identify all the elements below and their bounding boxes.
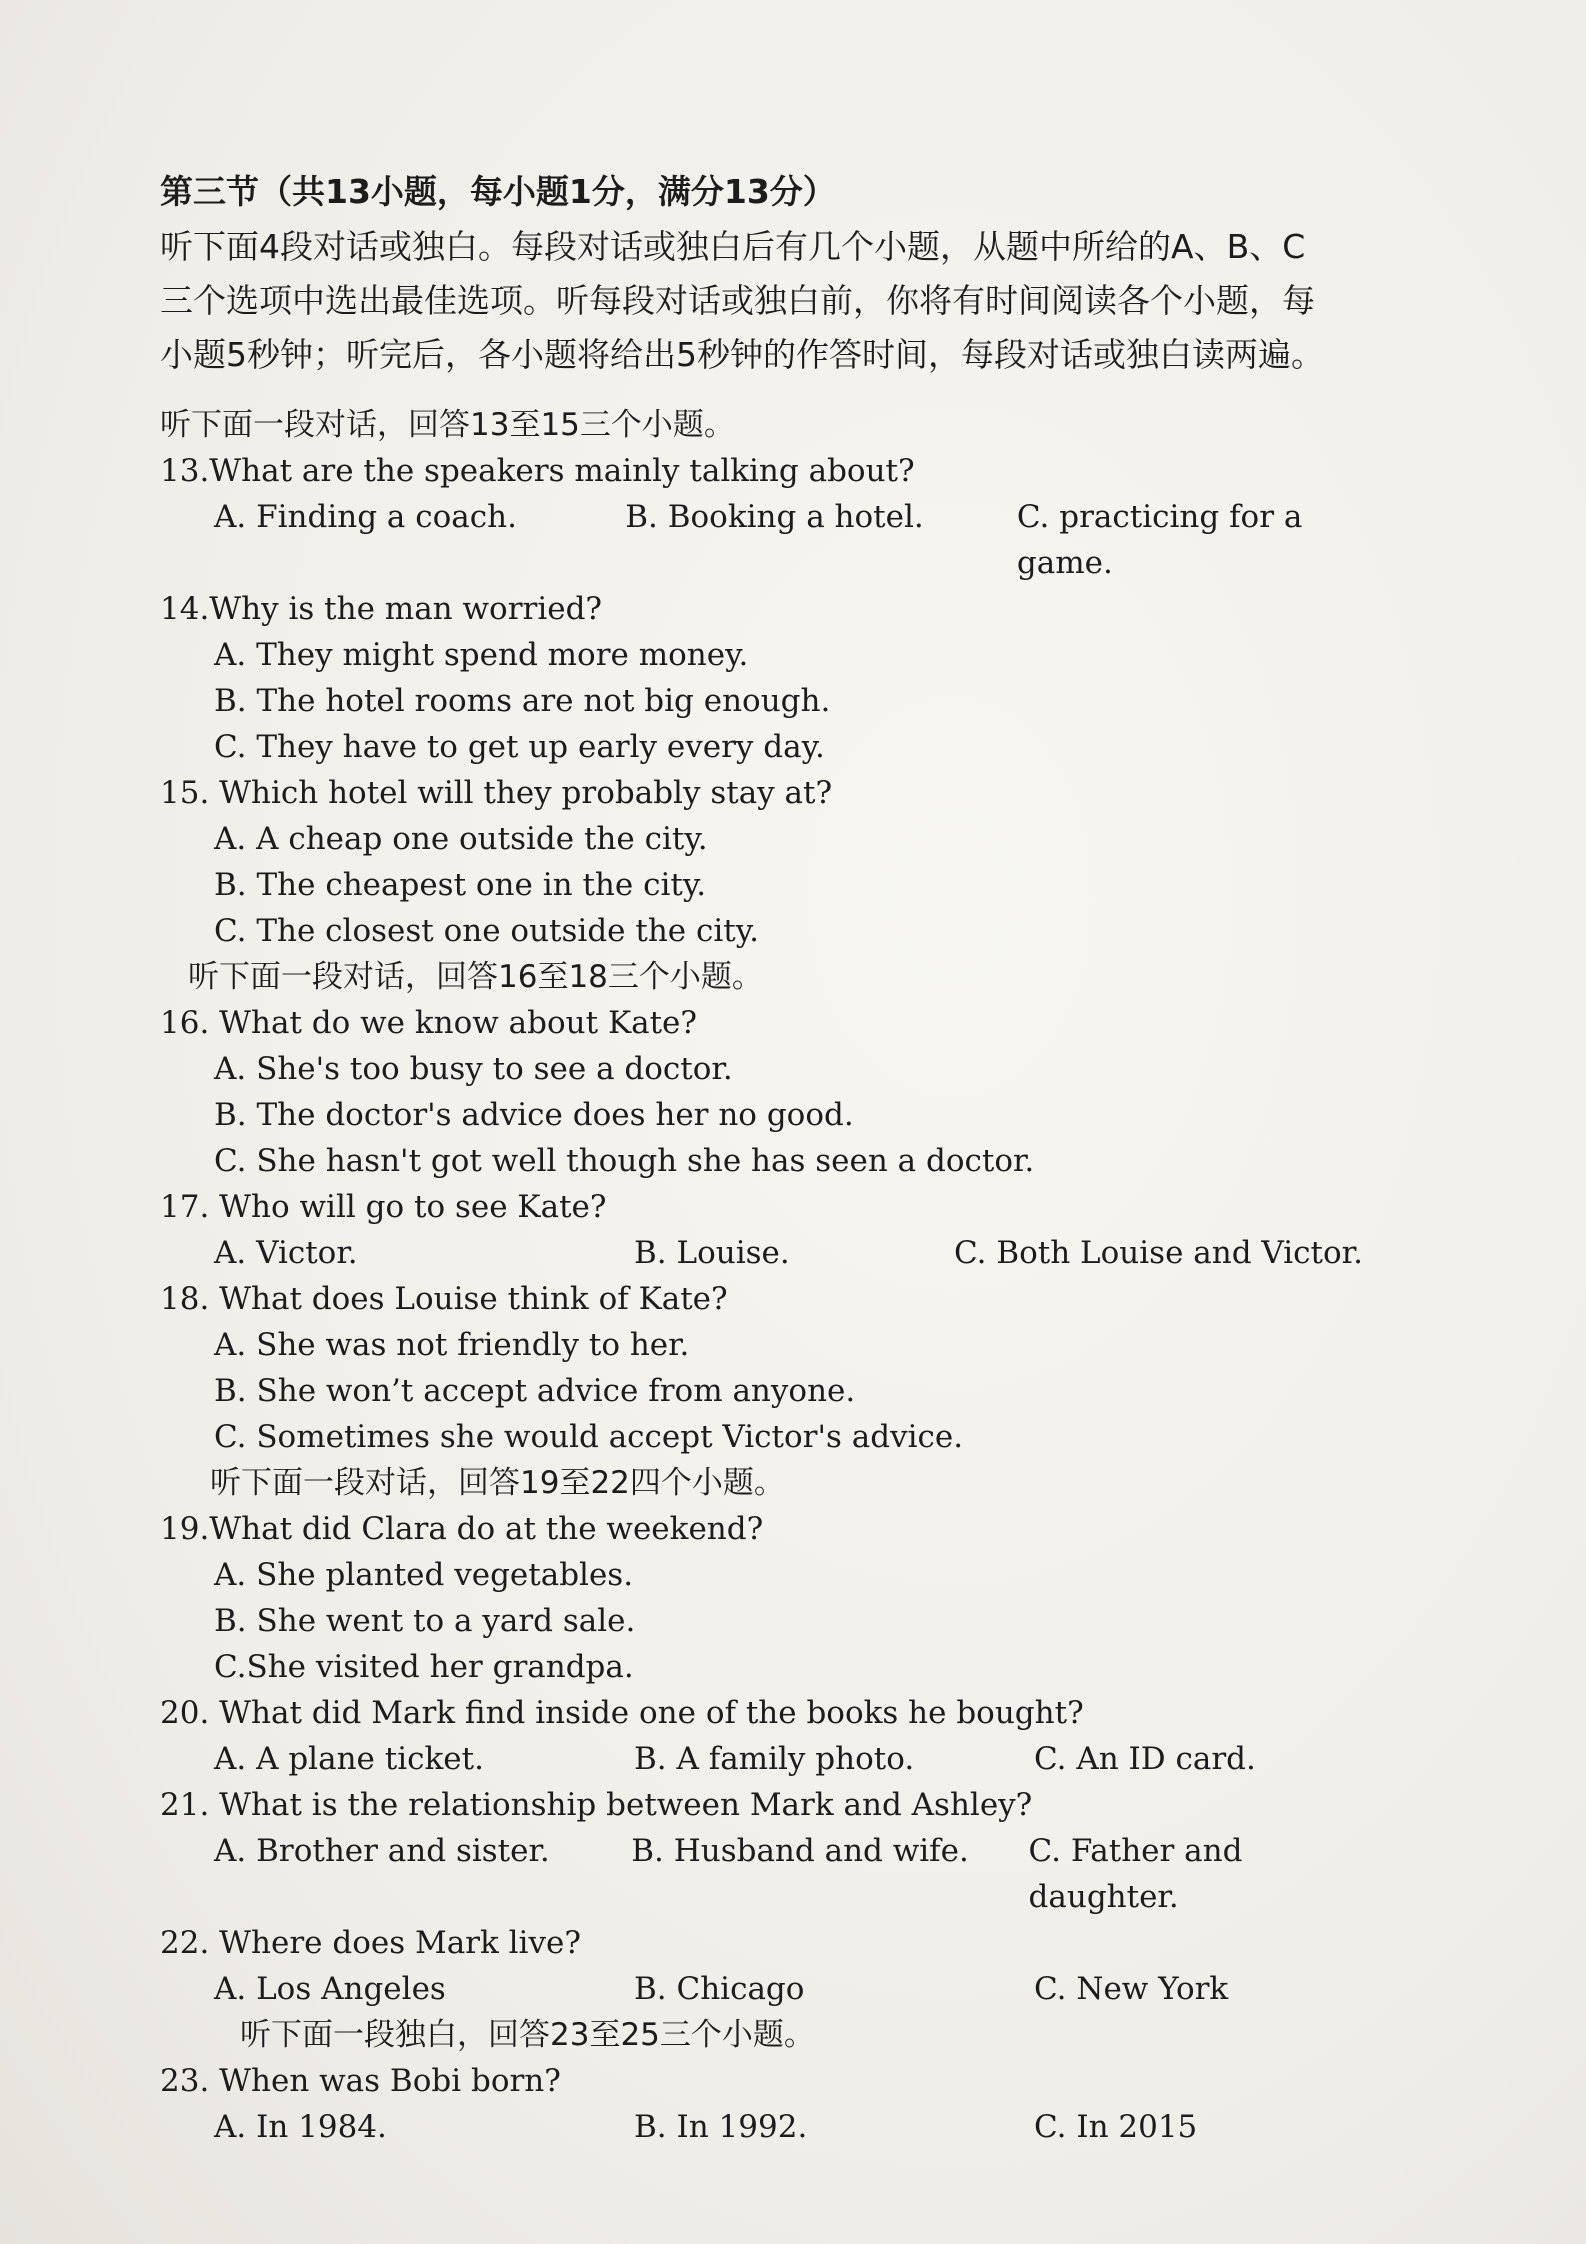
option-c: C. practicing for a game. <box>1016 499 1303 581</box>
option-a: A. Brother and sister. <box>214 1833 550 1869</box>
section-heading: 第三节（共13小题，每小题1分，满分13分） <box>160 172 836 211</box>
question-18: 18. What does Louise think of Kate? <box>160 1281 728 1317</box>
question-23: 23. When was Bobi born? <box>160 2063 561 2099</box>
option-b: B. The hotel rooms are not big enough. <box>214 683 831 719</box>
option-b: B. She went to a yard sale. <box>214 1603 636 1639</box>
group-intro: 听下面一段对话，回答13至15三个小题。 <box>160 407 735 443</box>
option-c: C.She visited her grandpa. <box>214 1649 634 1685</box>
option-c: C. They have to get up early every day. <box>214 729 825 765</box>
option-b: B. The doctor's advice does her no good. <box>214 1097 854 1133</box>
option-b: B. Louise. <box>634 1235 790 1271</box>
question-15: 15. Which hotel will they probably stay at? <box>160 775 833 811</box>
option-a: A. She was not friendly to her. <box>214 1327 690 1363</box>
question-20: 20. What did Mark find inside one of the books he bought? <box>160 1695 1084 1731</box>
option-c: C. In 2015 <box>1034 2109 1198 2145</box>
instruction-line: 三个选项中选出最佳选项。听每段对话或独白前，你将有时间阅读各个小题，每 <box>160 281 1315 320</box>
option-a: A. They might spend more money. <box>214 637 749 673</box>
options-20 <box>214 1736 1400 1782</box>
question-17: 17. Who will go to see Kate? <box>160 1189 607 1225</box>
option-c: C. Both Louise and Victor. <box>954 1235 1363 1271</box>
option-b: B. Booking a hotel. <box>625 499 924 535</box>
question-22: 22. Where does Mark live? <box>160 1925 581 1961</box>
option-a: A. A plane ticket. <box>214 1741 484 1777</box>
option-c: C. The closest one outside the city. <box>214 913 759 949</box>
options-21 <box>214 1828 1400 1920</box>
group-intro: 听下面一段独白，回答23至25三个小题。 <box>240 2017 815 2053</box>
option-b: B. Husband and wife. <box>631 1833 969 1869</box>
option-c: C. Sometimes she would accept Victor's advice. <box>214 1419 964 1455</box>
option-a: A. She's too busy to see a doctor. <box>214 1051 733 1087</box>
question-16: 16. What do we know about Kate? <box>160 1005 698 1041</box>
option-b: B. In 1992. <box>634 2109 808 2145</box>
question-14: 14.Why is the man worried? <box>160 591 603 627</box>
exam-content <box>160 170 1400 2150</box>
instruction-line: 听下面4段对话或独白。每段对话或独白后有几个小题，从题中所给的A、B、C <box>160 227 1306 266</box>
question-19: 19.What did Clara do at the weekend? <box>160 1511 764 1547</box>
question-13: 13.What are the speakers mainly talking about? <box>160 453 915 489</box>
option-c: C. Father and daughter. <box>1028 1833 1243 1915</box>
options-23 <box>214 2104 1400 2150</box>
option-c: C. New York <box>1034 1971 1229 2007</box>
option-a: A. She planted vegetables. <box>214 1557 634 1593</box>
option-c: C. An ID card. <box>1034 1741 1256 1777</box>
option-a: A. Victor. <box>214 1235 358 1271</box>
group-intro: 听下面一段对话，回答19至22四个小题。 <box>210 1465 785 1501</box>
option-b: B. She won’t accept advice from anyone. <box>214 1373 856 1409</box>
option-a: A. In 1984. <box>214 2109 387 2145</box>
group-intro: 听下面一段对话，回答16至18三个小题。 <box>188 959 763 995</box>
option-c: C. She hasn't got well though she has seen a doctor. <box>214 1143 1035 1179</box>
options-13 <box>214 494 1400 586</box>
option-a: A. Los Angeles <box>214 1971 446 2007</box>
instruction-line: 小题5秒钟；听完后，各小题将给出5秒钟的作答时间，每段对话或独白读两遍。 <box>160 335 1324 374</box>
option-a: A. A cheap one outside the city. <box>214 821 708 857</box>
option-b: B. Chicago <box>634 1971 805 2007</box>
option-a: A. Finding a coach. <box>214 499 517 535</box>
options-22 <box>214 1966 1400 2012</box>
options-17 <box>214 1230 1400 1276</box>
option-b: B. The cheapest one in the city. <box>214 867 707 903</box>
question-21: 21. What is the relationship between Mark and Ashley? <box>160 1787 1033 1823</box>
option-b: B. A family photo. <box>634 1741 915 1777</box>
